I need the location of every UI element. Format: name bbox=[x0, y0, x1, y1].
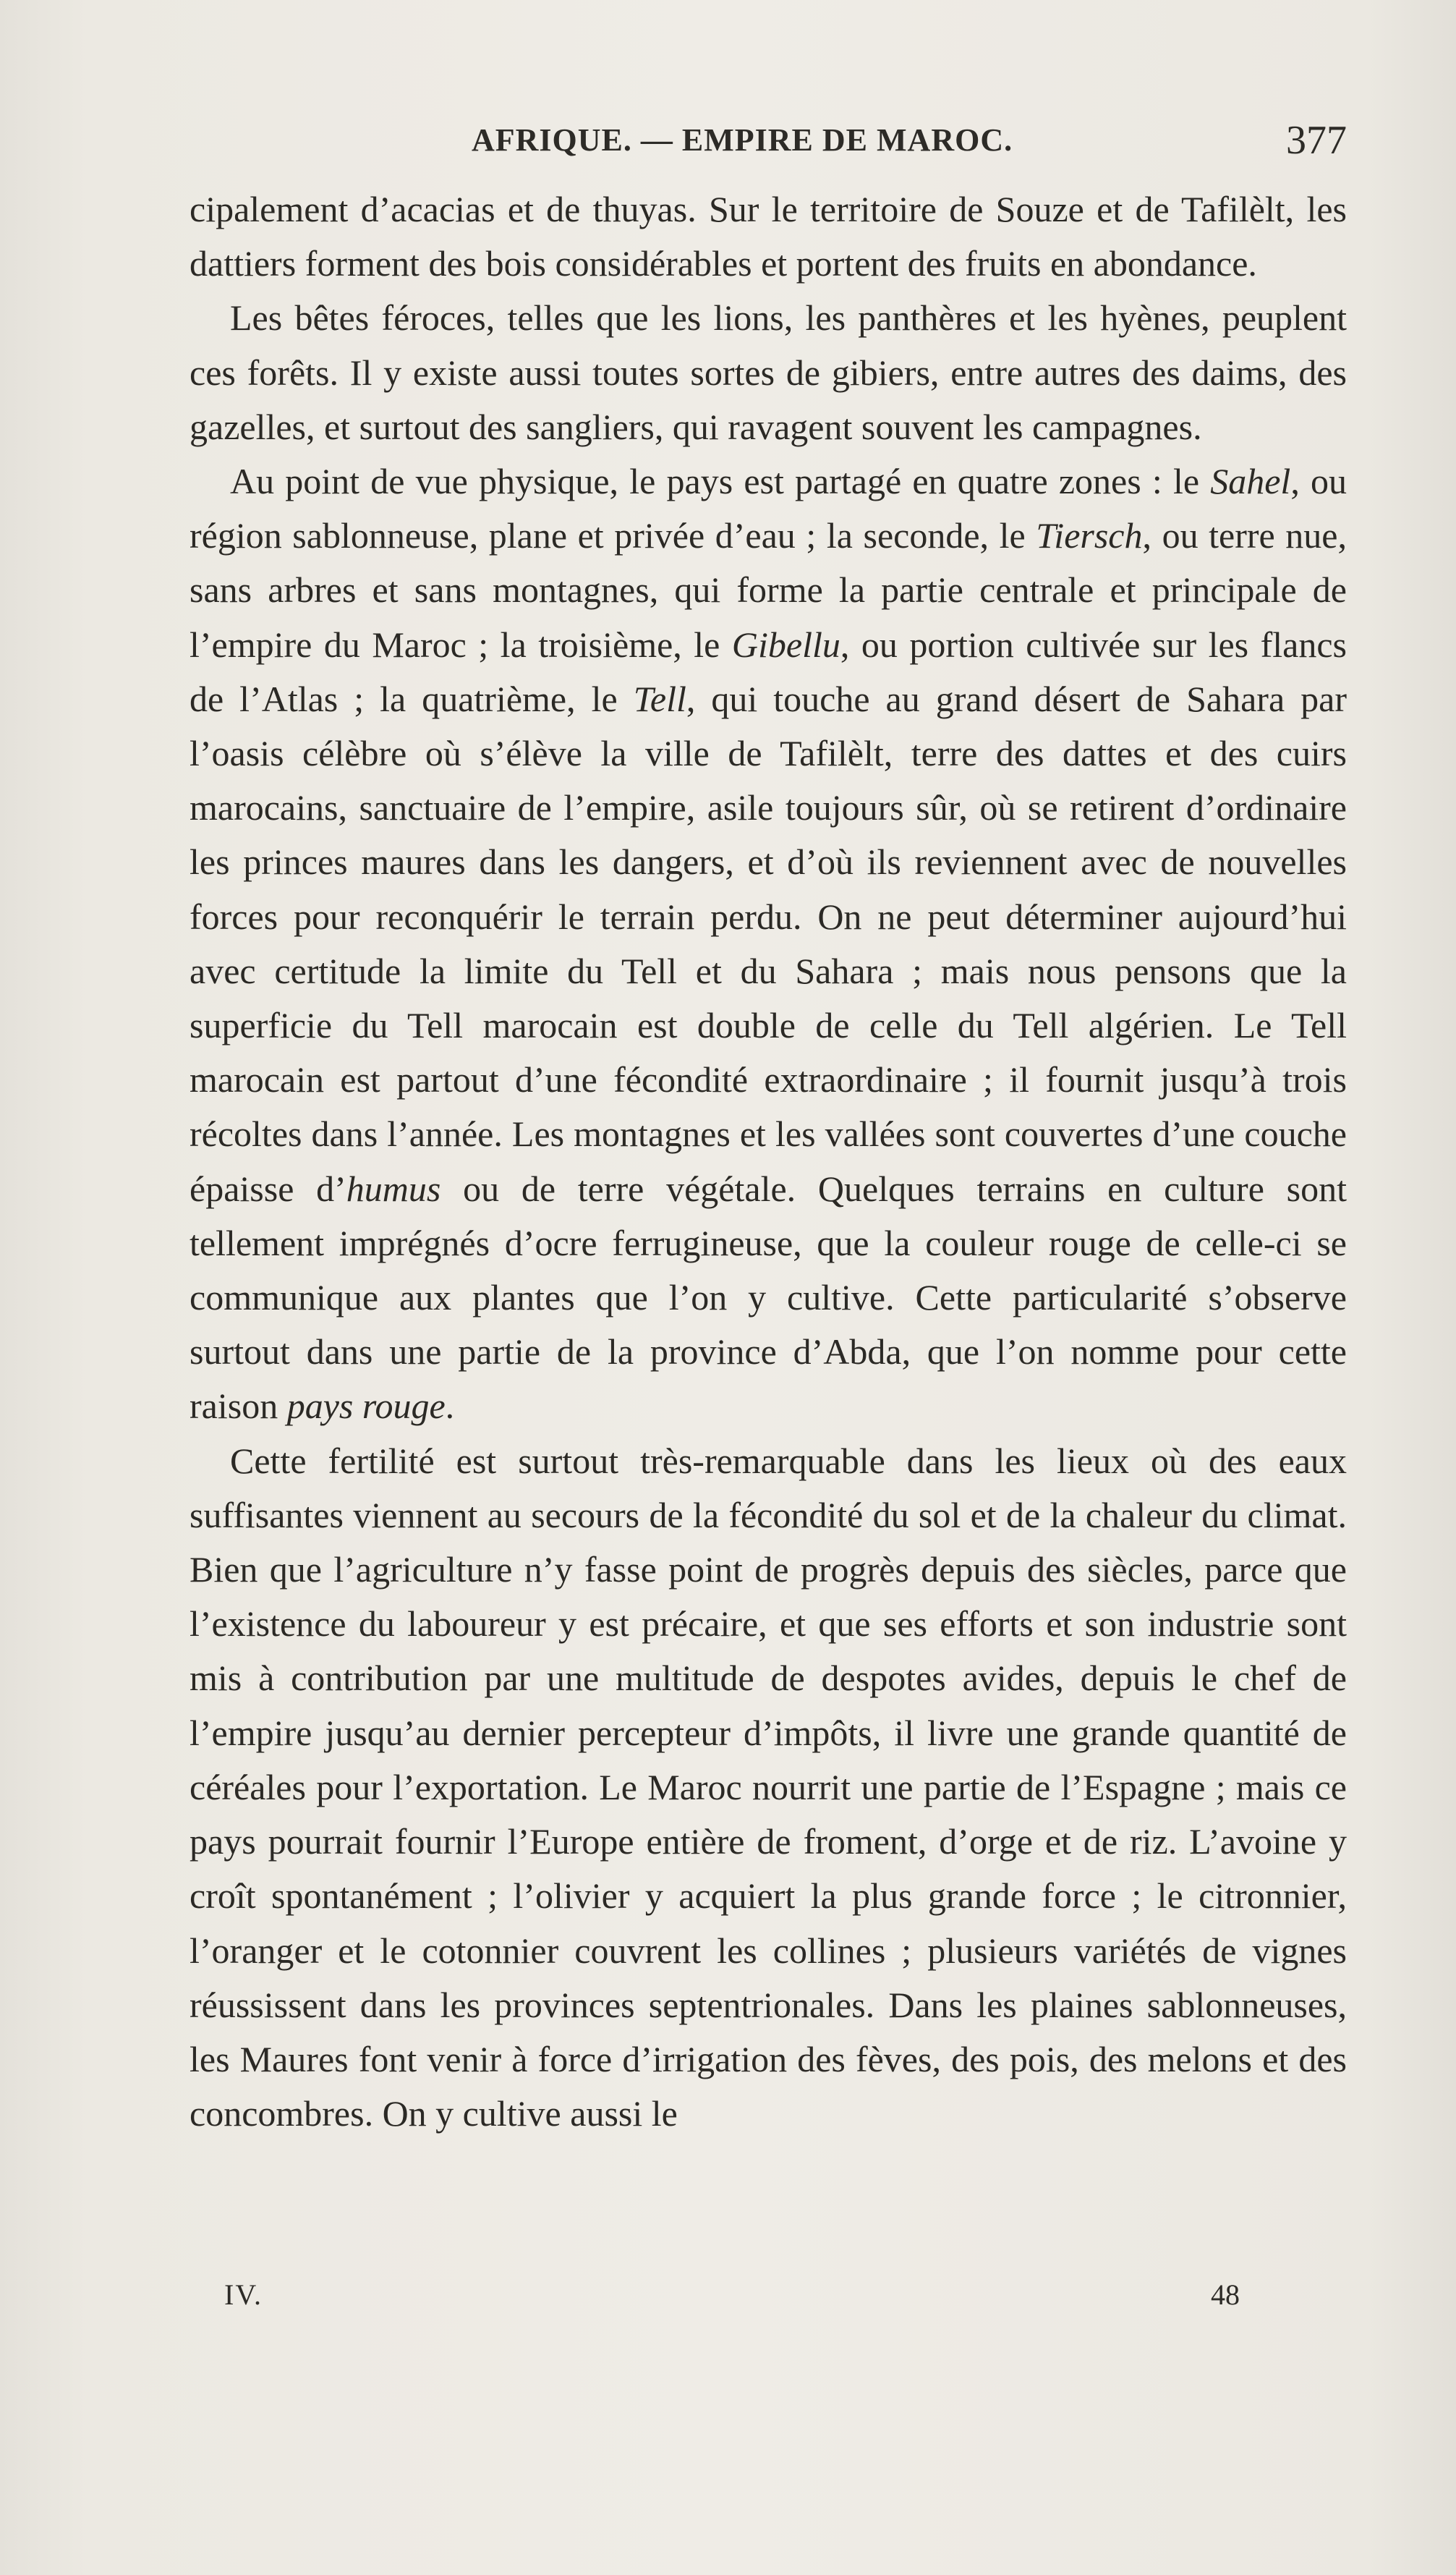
paragraph-3-text-3: , ou terre nue, sans arbres et sans montagnes, qui forme la partie centrale et principale de l’empire du Maroc ; la troisième, le bbox=[190, 515, 1347, 665]
page-number: 377 bbox=[1286, 118, 1347, 163]
term-tell: Tell bbox=[633, 678, 686, 719]
term-humus: humus bbox=[346, 1168, 441, 1209]
page-header bbox=[190, 118, 1347, 172]
paragraph-2: Les bêtes féroces, telles que les lions, les panthères et les hyènes, peuplent ces forêts. Il y existe aussi toutes sortes de gibiers, entre autres des daims, des gazelles, et surtout des sangliers, qui ravagent souvent les campagnes. bbox=[190, 297, 1347, 447]
paragraph-3 bbox=[190, 454, 1347, 1434]
paragraph-3-text-6: ou de terre végétale. Quelques terrains en culture sont tellement imprégnés d’ocre ferrugineuse, que la couleur rouge de celle-ci se communique aux plantes que l’on y cultive. Cette particularité s’observe surtout dans une partie de la province d’Abda, que l’on nomme pour cette raison bbox=[190, 1168, 1347, 1427]
running-head: AFRIQUE. — EMPIRE DE MAROC. bbox=[472, 122, 1013, 158]
body-text bbox=[190, 182, 1347, 2141]
term-tiersch: Tiersch bbox=[1036, 515, 1143, 556]
term-sahel: Sahel bbox=[1210, 461, 1291, 502]
sheet-number: 48 bbox=[1211, 2278, 1240, 2311]
paragraph-3-text-5: , qui touche au grand désert de Sahara par l’oasis célèbre où s’élève la ville de Tafilèlt, terre des dattes et des cuirs marocains, sanctuaire de l’empire, asile toujours sûr, où se retirent d’ordinaire les princes maures dans les dangers, et d’où ils reviennent avec de nouvelles forces pour reconquérir le terrain perdu. On ne peut déterminer aujourd’hui avec certitude la limite du Tell et du Sahara ; mais nous pensons que la superficie du Tell marocain est double de celle du Tell algérien. Le Tell marocain est partout d’une fécondité extraordinaire ; il fournit jusqu’à trois récoltes dans l’année. Les montagnes et les vallées sont couvertes d’une couche épaisse d’ bbox=[190, 678, 1347, 1209]
paragraph-3-text-2: , ou région sablonneuse, plane et privée d’eau ; la seconde, le bbox=[190, 461, 1347, 556]
paragraph-1: cipalement d’acacias et de thuyas. Sur le territoire de Souze et de Tafilèlt, les dattiers forment des bois considérables et portent des fruits en abondance. bbox=[190, 189, 1347, 284]
paragraph-3-text-1: Au point de vue physique, le pays est partagé en quatre zones : le bbox=[230, 461, 1211, 502]
signature-mark: IV. bbox=[224, 2278, 263, 2311]
paragraph-3-text-4: , ou portion cultivée sur les flancs de l’Atlas ; la quatrième, le bbox=[190, 624, 1347, 719]
term-pays-rouge: pays rouge bbox=[286, 1386, 446, 1427]
paragraph-4: Cette fertilité est surtout très-remarquable dans les lieux où des eaux suffisantes viennent au secours de la fécondité du sol et de la chaleur du climat. Bien que l’agriculture n’y fasse point de progrès depuis des siècles, parce que l’existence du laboureur y est précaire, et que ses efforts et son industrie sont mis à contribution par une multitude de despotes avides, depuis le chef de l’empire jusqu’au dernier percepteur d’impôts, il livre une grande quantité de céréales pour l’exportation. Le Maroc nourrit une partie de l’Espagne ; mais ce pays pourrait fournir l’Europe entière de froment, d’orge et de riz. L’avoine y croît spontanément ; l’olivier y acquiert la plus grande force ; le citronnier, l’oranger et le cotonnier couvrent les collines ; plusieurs variétés de vignes réussissent dans les provinces septentrionales. Dans les plaines sablonneuses, les Maures font venir à force d’irrigation des fèves, des pois, des melons et des concombres. On y cultive aussi le bbox=[190, 1440, 1347, 2134]
page-footer bbox=[190, 2278, 1347, 2314]
paragraph-3-text-7: . bbox=[445, 1386, 455, 1427]
term-gibellu: Gibellu bbox=[731, 624, 840, 665]
